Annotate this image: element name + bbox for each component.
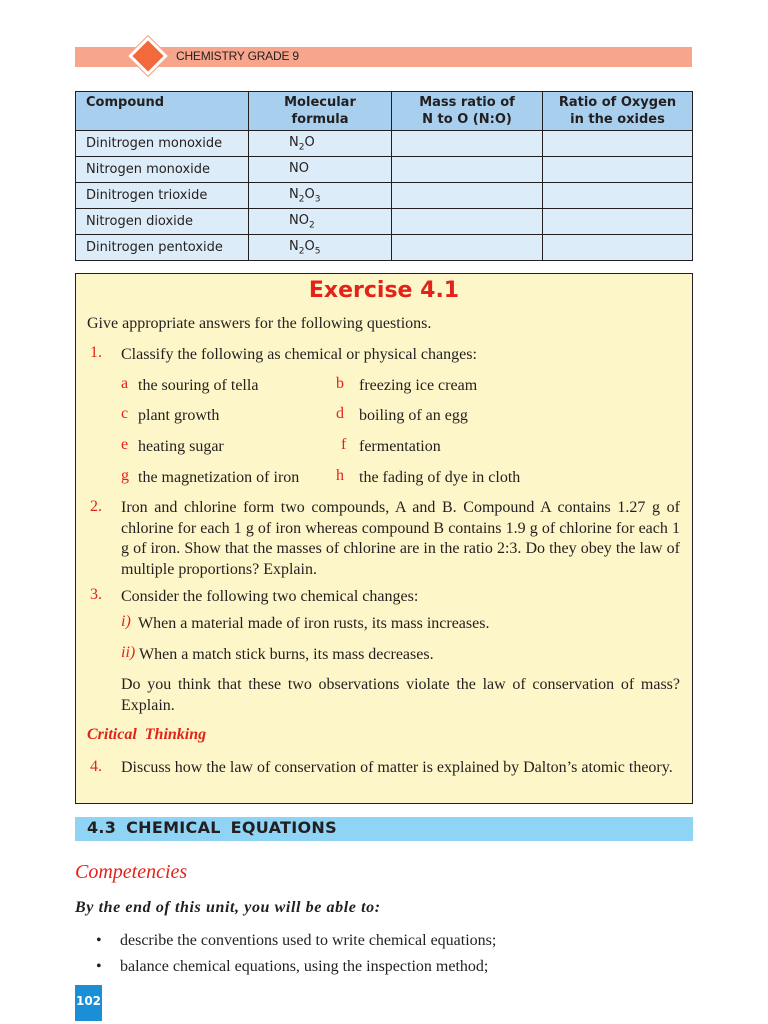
option-text: the souring of tella [138, 377, 259, 394]
header-band [75, 47, 692, 67]
question-number: 3. [90, 586, 102, 603]
mass-ratio-cell [392, 235, 543, 261]
table-row [76, 209, 693, 235]
book-title: CHEMISTRY GRADE 9 [176, 49, 299, 63]
col-header-oxygen-ratio: Ratio of Oxygen in the oxides [543, 92, 693, 131]
nitrogen-oxides-table [75, 91, 693, 261]
mass-ratio-cell [392, 131, 543, 157]
option-text: the fading of dye in cloth [359, 469, 521, 486]
formula: $N_2O_5$ [249, 235, 392, 261]
critical-thinking-label: Critical Thinking [87, 726, 207, 743]
option-text: the magnetization of iron [138, 469, 300, 486]
option-letter: c [121, 405, 129, 422]
section-heading-bar [75, 817, 693, 841]
option-letter: e [121, 436, 129, 453]
compound-name: Dinitrogen pentoxide [76, 235, 249, 261]
table-row [76, 235, 693, 261]
option-text: boiling of an egg [359, 407, 468, 424]
exercise-box [75, 273, 693, 804]
compound-name: Nitrogen dioxide [76, 209, 249, 235]
oxygen-ratio-cell [543, 131, 693, 157]
diamond-icon [128, 36, 168, 76]
sub-item-label: ii) [121, 644, 136, 661]
formula: $N_2O_3$ [249, 183, 392, 209]
col-header-mass-ratio: Mass ratio of N to O (N:O) [392, 92, 543, 131]
sub-item-text: When a material made of iron rusts, its mass increases. [138, 615, 490, 632]
question-3-followup: Do you think that these two observations violate the law of conservation of mass? Explain. [121, 676, 680, 714]
competencies-intro: By the end of this unit, you will be able to: [75, 899, 381, 916]
bullet-icon: • [96, 958, 102, 975]
section-title: 4.3 CHEMICAL EQUATIONS [87, 818, 337, 837]
oxygen-ratio-cell [543, 183, 693, 209]
option-letter: g [121, 467, 129, 484]
question-number: 4. [90, 758, 102, 775]
mass-ratio-cell [392, 209, 543, 235]
formula: $N_2O$ [249, 131, 392, 157]
option-letter: f [341, 436, 347, 453]
compound-name: Dinitrogen monoxide [76, 131, 249, 157]
col-header-compound: Compound [76, 92, 249, 131]
oxygen-ratio-cell [543, 157, 693, 183]
formula: $NO_2$ [249, 209, 392, 235]
option-text: fermentation [359, 438, 441, 455]
mass-ratio-cell [392, 157, 543, 183]
oxygen-ratio-cell [543, 209, 693, 235]
formula: NO [249, 157, 392, 183]
mass-ratio-cell [392, 183, 543, 209]
table-row [76, 183, 693, 209]
exercise-intro: Give appropriate answers for the following questions. [87, 315, 432, 332]
competencies-heading: Competencies [75, 861, 188, 883]
exercise-title: Exercise 4.1 [308, 278, 460, 303]
bullet-icon: • [96, 932, 102, 949]
oxygen-ratio-cell [543, 235, 693, 261]
question-3-text: Consider the following two chemical changes: [121, 588, 419, 605]
question-1-text: Classify the following as chemical or physical changes: [121, 346, 477, 363]
sub-item-text: When a match stick burns, its mass decreases. [139, 646, 434, 663]
option-letter: b [336, 375, 344, 392]
col-header-formula: Molecular formula [249, 92, 392, 131]
question-2-text: Iron and chlorine form two compounds, A and B. Compound A contains 1.27 g of chlorine for each 1 g of iron whereas compound B contains 1.9 g of chlorine for each 1 g of iron. Show that the masses of chlorine are in the ratio 2:3. Do they obey the law of multiple proportions? Explain. [121, 499, 680, 578]
question-number: 2. [90, 498, 102, 515]
option-text: plant growth [138, 407, 220, 424]
table-header-row [76, 92, 693, 131]
compound-name: Nitrogen monoxide [76, 157, 249, 183]
sub-item-label: i) [121, 613, 131, 630]
table-row [76, 131, 693, 157]
option-letter: d [336, 405, 344, 422]
question-4-text: Discuss how the law of conservation of matter is explained by Dalton’s atomic theory. [121, 759, 673, 776]
option-text: heating sugar [138, 438, 224, 455]
page-number: 102 [75, 985, 102, 1021]
table-row [76, 157, 693, 183]
option-letter: a [121, 375, 129, 392]
option-letter: h [336, 467, 344, 484]
option-text: freezing ice cream [359, 377, 478, 394]
question-number: 1. [90, 344, 102, 361]
compound-name: Dinitrogen trioxide [76, 183, 249, 209]
